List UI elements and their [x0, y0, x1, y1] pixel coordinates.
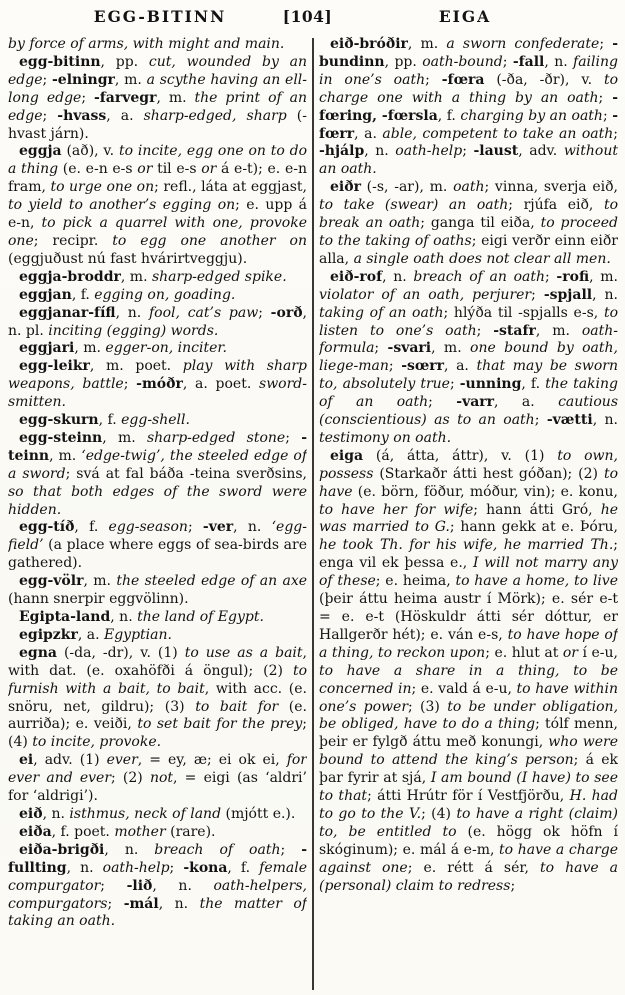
definition-text: sharp-edged, sharp: [143, 107, 287, 124]
definition-text: to charge one with a thing by an oath: [319, 71, 618, 106]
entry-text: (e. högg ok höfn í skóginum); e. mál á e-m,: [319, 823, 618, 858]
entry-text: , f.: [227, 859, 260, 876]
entry-text: (á, átta, áttr), v. (1): [363, 447, 558, 464]
definition-text: isthmus, neck of land: [69, 805, 222, 822]
entry-text: á e-t); e. e-n fram,: [8, 161, 307, 196]
entry-text: , n.: [115, 304, 149, 321]
entry-text: ; ganga til eiða,: [420, 215, 541, 232]
headword: -fullting: [8, 841, 307, 876]
definition-text: to have a home, to live: [455, 573, 618, 590]
definition-text: sword-smitten.: [8, 376, 307, 411]
entry-text: (a place where eggs of sea-birds are gathered).: [8, 537, 307, 572]
definition-text: or: [137, 161, 153, 178]
definition-text: breach of an oath: [413, 268, 546, 285]
definition-text: able, competent to take an oath: [382, 125, 614, 142]
entry-text: ; e. upp á e-n,: [8, 197, 307, 232]
entry-text: (e. börn, föður, móður, vin); e. konu,: [352, 483, 618, 500]
entry-text: ; (4): [8, 716, 307, 751]
entry-text: , n.: [364, 143, 396, 160]
definition-text: cautious (conscientious) as to an oath: [319, 394, 618, 429]
entry-text: ;: [599, 36, 613, 52]
entry-text: , n.: [592, 286, 618, 303]
dictionary-entry: [8, 269, 307, 287]
definition-text: to have hope of a thing, to reckon upon: [319, 626, 618, 661]
dictionary-entry: [8, 340, 307, 358]
headword: egg-bitinn: [19, 53, 101, 70]
headword: egg-völr: [19, 573, 84, 590]
entry-text: í e-u,: [577, 644, 618, 661]
dictionary-entry: [8, 752, 307, 806]
entry-text: ;: [502, 53, 513, 70]
definition-text: to egg one another on: [112, 232, 307, 249]
entry-text: ;: [169, 859, 184, 876]
entry-text: , a.: [106, 107, 144, 124]
definition-text: a single oath does not clear all men.: [353, 250, 611, 267]
entry-text: ;: [42, 71, 52, 88]
dictionary-entry: [8, 806, 307, 824]
headword: eiða: [19, 823, 52, 840]
definition-text: egging on, goading.: [94, 286, 236, 303]
definition-text: violator of an oath, perjurer: [319, 286, 532, 303]
definition-text: to urge one on: [50, 179, 155, 196]
dictionary-entry: [8, 645, 307, 752]
entry-text: (-hvast járn).: [8, 107, 307, 142]
definition-text: to incite, provoke.: [32, 734, 162, 751]
headword: eiga: [330, 447, 364, 464]
headword: eiða-brigði: [19, 841, 105, 858]
entry-text: ; átti Hrútr för í Vestfjörðu,: [367, 788, 570, 805]
entry-text: , with acc. (e. snöru, net, gildru); (3): [8, 680, 307, 715]
entry-text: ; enga vil ek þessa e.,: [319, 537, 618, 572]
entry-text: ; hlýða til -spjalls e-s,: [443, 304, 604, 321]
definition-text: ‘egg-field’: [8, 519, 307, 554]
definition-text: oath-helpers, compurgators: [8, 877, 307, 912]
definition-text: breach of oath: [154, 841, 281, 858]
entry-text: (að), v.: [61, 143, 119, 160]
entry-text: , m. poet.: [89, 358, 183, 375]
entry-text: , f.: [437, 107, 461, 124]
definition-text: I will not marry any of these: [319, 555, 618, 590]
headword: egg-tíð: [19, 519, 75, 536]
headword: egipzkr: [19, 626, 78, 643]
entry-text: , n.: [66, 859, 103, 876]
entry-text: , pp.: [100, 53, 149, 70]
definition-text: he was married to G.: [319, 501, 618, 536]
entry-text: (e. aurriða); e. veiði,: [8, 698, 307, 733]
entry-text: , adv.: [518, 143, 564, 160]
headword: -fœrr: [319, 107, 618, 142]
dictionary-entry: [8, 519, 307, 573]
running-head: [0, 7, 625, 29]
definition-text: to have a share in a thing, to be concerned in: [319, 662, 618, 697]
entry-text: (-ða, -ðr), v.: [484, 71, 604, 88]
headword: eggja: [19, 143, 62, 160]
dictionary-entry: [8, 573, 307, 609]
headword: -stafr: [493, 322, 536, 339]
entry-text: ; hann átti Gró,: [473, 501, 601, 518]
running-head-last-entry: EIGA: [438, 7, 492, 26]
entry-text: , n.: [152, 877, 214, 894]
definition-text: to listen to one’s oath: [319, 304, 618, 339]
definition-text: to incite, egg one on to do a thing: [8, 143, 307, 178]
entry-text: , m.: [102, 429, 147, 446]
entry-text: ; hann gekk at e. Þóru,: [449, 519, 618, 536]
definition-text: by force of arms, with might and main.: [8, 36, 285, 52]
definition-text: ‘edge-twig’, the steeled edge of a sword: [8, 447, 307, 482]
entry-text: , a. poet.: [182, 376, 260, 393]
entry-text: , m.: [49, 447, 82, 464]
definition-text: to take (swear) an oath: [319, 197, 509, 214]
entry-text: ; e. hlut at: [485, 644, 563, 661]
headword: -bundinn: [319, 36, 618, 70]
definition-text: to be under obligation, be obliged, have to do a thing: [319, 698, 618, 733]
definition-text: to break an oath: [319, 197, 618, 232]
definition-text: to own, possess: [319, 447, 618, 482]
dictionary-entry: [8, 430, 307, 520]
definition-text: sharp-edged stone: [146, 429, 286, 446]
definition-text: the matter of taking an oath.: [8, 895, 307, 930]
headword: eggja-broddr: [19, 268, 121, 285]
definition-text: oath-formula: [319, 322, 618, 357]
definition-text: ever: [106, 752, 138, 769]
dictionary-entry: [8, 842, 307, 932]
entry-text: ;: [280, 841, 302, 858]
headword: -rofi: [556, 268, 590, 285]
entry-text: , n.: [42, 805, 70, 822]
definition-text: inciting (egging) words.: [48, 322, 219, 339]
definition-text: sharp-edged spike.: [151, 268, 287, 285]
definition-text: or: [201, 161, 217, 178]
entry-text: ;: [531, 286, 544, 303]
definition-text: the land of Egypt.: [137, 609, 264, 625]
entry-text: , = ey, æ; ei ok ei,: [137, 752, 287, 769]
definition-text: taking of an oath: [319, 304, 444, 321]
headword: -kona: [183, 859, 228, 876]
definition-text: to bait for: [195, 698, 279, 715]
definition-text: cut, wounded by an edge: [8, 53, 307, 88]
entry-text: , m.: [431, 340, 471, 357]
entry-text: ;: [476, 322, 494, 339]
entry-text: , m.: [407, 36, 447, 52]
right-column: [319, 36, 618, 990]
entry-text: (eggjuðust nú fast hvárirtveggju).: [8, 250, 248, 267]
headword: -orð: [270, 304, 303, 321]
dictionary-entry: [8, 287, 307, 305]
page-number: [104]: [282, 7, 333, 26]
entry-text: ; e. heima,: [375, 573, 456, 590]
definition-text: to furnish with a bait, to bait: [8, 662, 307, 697]
continued-entry-text: [8, 36, 307, 54]
entry-text: ;: [107, 895, 124, 912]
dictionary-entry: [319, 36, 618, 179]
entry-text: , pp.: [384, 53, 423, 70]
definition-text: oath-help: [395, 143, 463, 160]
entry-text: , with dat. (e. oxahöfði á öngul); (2): [8, 644, 307, 679]
entry-text: ;: [602, 107, 613, 124]
entry-text: , m.: [83, 573, 117, 590]
definition-text: to have within one’s power: [319, 680, 618, 715]
definition-text: to proceed to the taking of oaths: [319, 215, 618, 249]
entry-text: ;: [81, 89, 94, 106]
entry-text: ; (4): [421, 805, 457, 822]
definition-text: to use as a bait: [184, 644, 303, 661]
headword: -hjálp: [319, 143, 365, 160]
dictionary-entry: [8, 627, 307, 645]
entry-text: ; eigi verðr einn eiðr alla,: [319, 232, 618, 267]
entry-text: ;: [123, 376, 137, 393]
headword: -hvass: [57, 107, 107, 124]
definition-text: oath-help: [102, 859, 170, 876]
headword: egna: [19, 644, 57, 661]
headword: eið-rof: [330, 268, 383, 285]
entry-text: ;: [545, 268, 557, 285]
dictionary-entry: [319, 448, 618, 896]
left-column: [8, 36, 307, 990]
definition-text: or: [562, 644, 578, 661]
headword: -mál: [123, 895, 159, 912]
entry-text: , f.: [74, 519, 109, 536]
headword: egg-steinn: [19, 429, 103, 446]
definition-text: play with sharp weapons, battle: [8, 358, 307, 393]
definition-text: mother: [114, 823, 166, 840]
definition-text: female compurgator: [8, 859, 307, 894]
entry-text: ;: [100, 877, 127, 894]
entry-text: , f.: [71, 286, 95, 303]
definition-text: the print of an edge: [8, 89, 307, 124]
headword: -spjall: [543, 286, 593, 303]
entry-text: ;: [449, 376, 460, 393]
entry-text: , a.: [494, 394, 559, 411]
headword: Egipta-land: [19, 609, 111, 625]
entry-text: , m.: [74, 340, 106, 357]
entry-text: ; á ek þar fyrir at sjá,: [319, 752, 618, 787]
entry-text: , a.: [354, 125, 383, 142]
headword: eið: [19, 805, 43, 822]
entry-text: (rare).: [165, 823, 216, 840]
dictionary-entry: [319, 269, 618, 448]
dictionary-entry: [8, 54, 307, 144]
entry-text: (Starkaðr átti hest góðan); (2): [373, 465, 604, 482]
definition-text: the taking of an oath: [319, 376, 618, 411]
column-divider-rule: [312, 38, 314, 990]
entry-text: , a.: [77, 626, 104, 643]
entry-text: (-da, -dr), v. (1): [56, 644, 185, 661]
dictionary-entry: [8, 305, 307, 341]
headword: eggjanar-fífl: [19, 304, 116, 321]
definition-text: who were bound to attend the king’s person: [319, 734, 618, 769]
entry-text: (þeir áttu heima austr í Mörk); e. sér e-t = e. e-t (Höskuldr átti sér dóttur, er Hallgerðr hét); e. ván e-s,: [319, 591, 618, 643]
headword: -lið: [126, 877, 153, 894]
entry-text: ;: [428, 394, 457, 411]
definition-text: testimony on oath.: [319, 429, 452, 446]
entry-text: ; rjúfa eið,: [508, 197, 604, 214]
entry-text: , n.: [592, 412, 618, 429]
headword: egg-skurn: [19, 412, 99, 429]
dictionary-entry: [8, 143, 307, 268]
entry-text: ;: [285, 429, 302, 446]
definition-text: for ever and ever: [8, 752, 307, 787]
entry-text: (mjótt e.).: [221, 805, 296, 822]
entry-text: , n.: [544, 53, 574, 70]
headword: -laust: [473, 143, 519, 160]
definition-text: to have a right (claim) to, be entitled to: [319, 805, 618, 840]
entry-text: , adv. (1): [33, 752, 107, 769]
entry-text: , n.: [104, 841, 155, 858]
entry-text: (-s, -ar), m.: [360, 179, 454, 196]
entry-text: ;: [510, 877, 516, 894]
entry-text: ;: [388, 358, 402, 375]
headword: -vætti: [546, 412, 593, 429]
entry-text: ; (3): [408, 698, 448, 715]
entry-text: ; e. rétt á sér,: [407, 859, 540, 876]
entry-text: , n.: [110, 609, 138, 625]
entry-text: (hann snerpir eggvölinn).: [8, 591, 189, 608]
definition-text: egger-on, inciter.: [105, 340, 227, 357]
entry-text: ;: [374, 340, 388, 357]
headword: eggjari: [19, 340, 75, 357]
definition-text: to pick a quarrel with one, provoke one: [8, 215, 307, 249]
headword: -svari: [387, 340, 432, 357]
text-columns: [8, 36, 618, 990]
definition-text: one bound by oath, liege-man: [319, 340, 618, 375]
definition-text: to set bait for the prey: [137, 716, 303, 733]
headword: -unning: [459, 376, 522, 393]
definition-text: to yield to another’s egging on: [8, 197, 236, 214]
headword: -móðr: [136, 376, 183, 393]
definition-text: H. had to go to the V.: [319, 788, 618, 822]
running-head-first-entry: EGG-BITINN: [93, 7, 227, 26]
entry-text: , f.: [521, 376, 546, 393]
definition-text: so that both edges of the sword were hidden.: [8, 483, 307, 518]
entry-text: ;: [534, 412, 547, 429]
definition-text: oath: [453, 179, 485, 196]
headword: -sœrr: [401, 358, 445, 375]
entry-text: ; (2): [111, 770, 150, 787]
dictionary-entry: [8, 412, 307, 430]
entry-text: , m.: [120, 268, 152, 285]
entry-text: ;: [258, 304, 271, 321]
definition-text: without an oath.: [319, 143, 618, 178]
definition-text: egg-shell.: [121, 412, 190, 429]
entry-text: , m.: [589, 268, 618, 285]
entry-text: ; e. vald á e-u,: [411, 680, 517, 697]
entry-text: ; refl., láta at eggjast,: [154, 179, 307, 196]
entry-text: ;: [425, 71, 442, 88]
entry-text: , n. pl.: [8, 304, 307, 339]
entry-text: (e. e-n e-s: [58, 161, 138, 178]
entry-text: ;: [462, 143, 474, 160]
headword: -farvegr: [93, 89, 157, 106]
entry-text: til e-s: [152, 161, 202, 178]
entry-text: , m.: [114, 71, 147, 88]
headword: -elningr: [52, 71, 115, 88]
entry-text: ; svá at fal báða -teina sverðsins,: [65, 465, 307, 482]
definition-text: Egyptian.: [104, 626, 172, 643]
entry-text: , a.: [444, 358, 477, 375]
entry-text: ;: [598, 89, 613, 106]
headword: ei: [19, 752, 34, 769]
definition-text: charging by an oath: [460, 107, 603, 124]
dictionary-entry: [8, 358, 307, 412]
entry-text: , n.: [382, 268, 414, 285]
headword: egg-leikr: [19, 358, 90, 375]
headword: -fœring, -fœrsla: [319, 89, 618, 124]
entry-text: , f. poet.: [51, 823, 115, 840]
headword: eggjan: [19, 286, 72, 303]
definition-text: egg-season: [108, 519, 188, 536]
entry-text: ;: [613, 125, 618, 142]
entry-text: ; tólf menn, þeir er fylgð áttu með konungi,: [319, 716, 618, 751]
definition-text: to have her for wife: [319, 501, 474, 518]
headword: eiðr: [330, 179, 361, 196]
definition-text: he took Th. for his wife, he married Th.: [319, 537, 614, 554]
definition-text: failing in one’s oath: [319, 53, 618, 88]
headword: -fall: [512, 53, 545, 70]
headword: -fœra: [441, 71, 485, 88]
definition-text: the steeled edge of an axe: [116, 573, 307, 590]
entry-text: , f.: [98, 412, 122, 429]
entry-text: , m.: [156, 89, 195, 106]
definition-text: to have a (personal) claim to redress: [319, 859, 618, 894]
entry-text: ; recipr.: [33, 232, 113, 249]
entry-text: , = eigi (as ‘aldri’ for ‘aldrigi’).: [8, 770, 307, 805]
definition-text: a sworn confederate: [446, 36, 600, 52]
dictionary-entry: [8, 609, 307, 627]
definition-text: to have: [319, 465, 618, 500]
definition-text: I am bound (I have) to see to that: [319, 770, 618, 805]
headword: eið-bróðir: [330, 36, 408, 52]
definition-text: a scythe having an ell-long edge: [8, 71, 307, 106]
definition-text: oath-bound: [422, 53, 503, 70]
entry-text: , n.: [158, 895, 200, 912]
headword: -ver: [202, 519, 234, 536]
entry-text: , m.: [535, 322, 582, 339]
definition-text: that may be sworn to, absolutely true: [319, 358, 618, 393]
headword: -teinn: [8, 429, 307, 464]
entry-text: ;: [187, 519, 203, 536]
dictionary-entry: [8, 824, 307, 842]
headword: -varr: [456, 394, 495, 411]
definition-text: to have a charge against one: [319, 841, 618, 876]
dictionary-entry: [319, 179, 618, 269]
entry-text: ; vinna, sverja eið,: [484, 179, 618, 196]
entry-text: ;: [42, 107, 58, 124]
entry-text: , n.: [233, 519, 272, 536]
definition-text: fool, cat’s paw: [149, 304, 259, 321]
definition-text: not: [149, 770, 174, 787]
